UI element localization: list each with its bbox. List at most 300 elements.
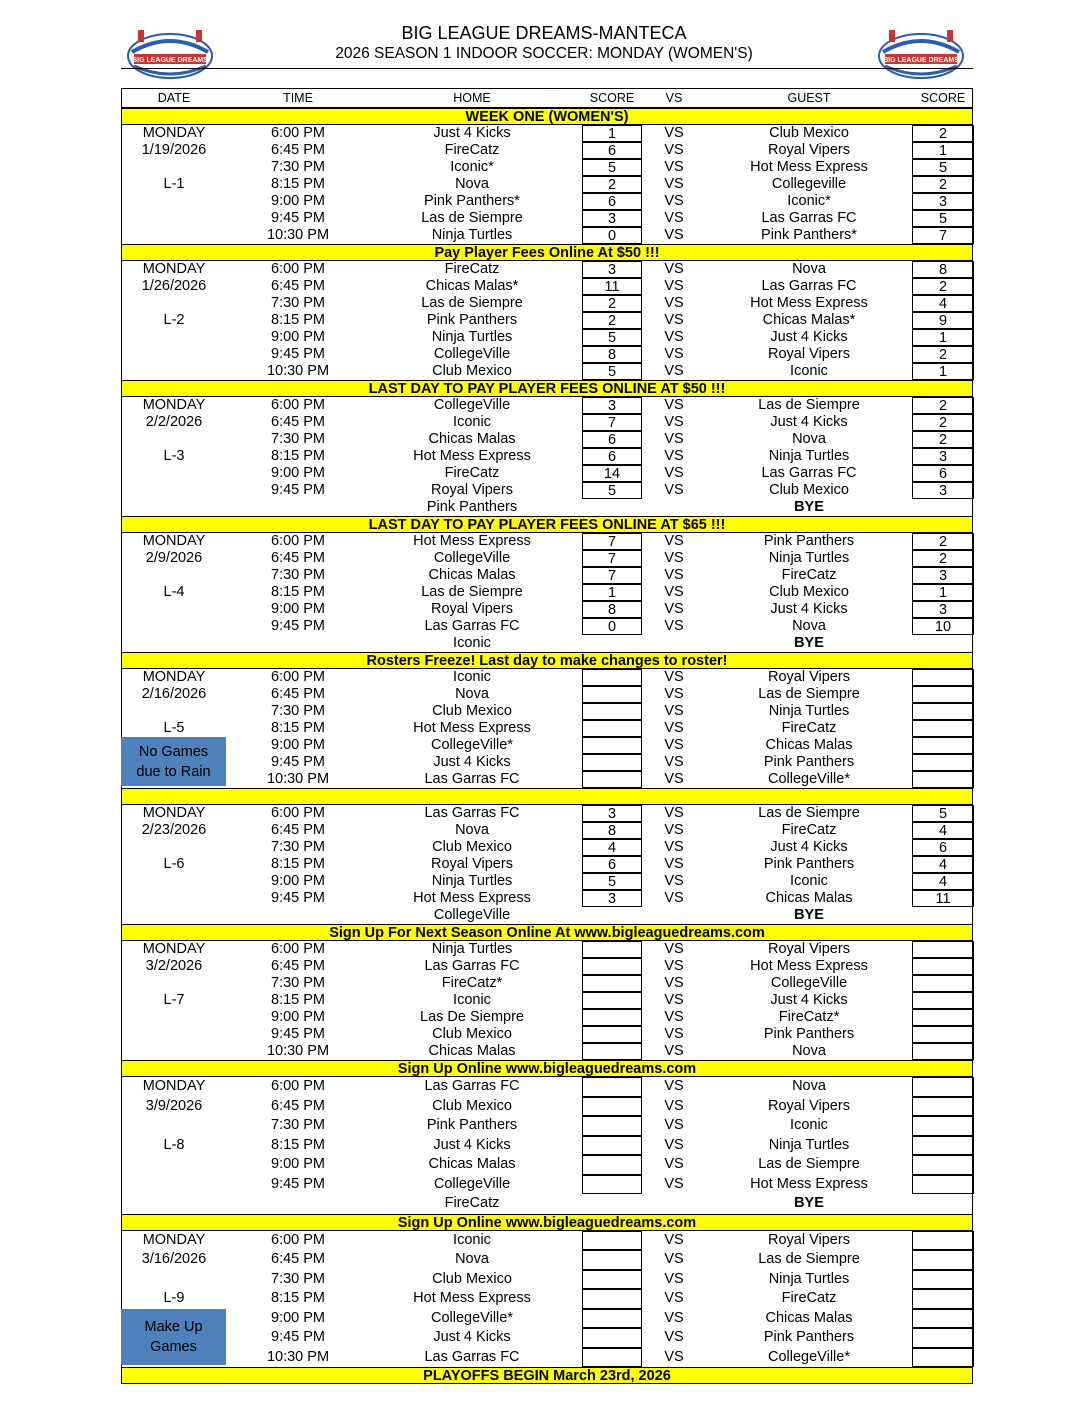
vs-label: VS (664, 1026, 684, 1042)
week-banner: WEEK ONE (WOMEN'S) (121, 108, 973, 125)
game-time: 8:15 PM (271, 992, 325, 1008)
guest-team: CollegeVille* (768, 771, 850, 787)
game-time: 8:15 PM (271, 1290, 325, 1306)
svg-text:BIG LEAGUE DREAMS: BIG LEAGUE DREAMS (883, 57, 959, 64)
home-team: Nova (455, 176, 489, 192)
game-row (121, 142, 973, 159)
home-score (582, 1289, 642, 1309)
home-score: 5 (582, 329, 642, 346)
vs-label: VS (664, 1270, 684, 1287)
status-note-line: Games (150, 1338, 197, 1355)
game-time: 8:15 PM (271, 1136, 325, 1153)
vs-label: VS (664, 1251, 684, 1267)
game-time: 9:45 PM (271, 754, 325, 770)
home-score: 3 (582, 210, 642, 227)
home-team: Hot Mess Express (413, 890, 531, 906)
guest-score: 2 (912, 397, 974, 414)
game-time: 7:30 PM (271, 159, 325, 175)
home-team: Iconic* (450, 159, 494, 175)
game-row (121, 737, 973, 754)
game-row (121, 1116, 973, 1136)
game-row (121, 1077, 973, 1097)
page-title: BIG LEAGUE DREAMS-MANTECA (401, 23, 687, 43)
vs-label: VS (664, 601, 684, 617)
game-time: 9:45 PM (271, 890, 325, 906)
guest-team: Ninja Turtles (768, 1270, 850, 1287)
game-row (121, 805, 973, 822)
guest-score: 6 (912, 465, 974, 482)
week-label: L-6 (163, 856, 185, 872)
home-team: Pink Panthers (426, 312, 518, 328)
guest-team: Pink Panthers (763, 533, 855, 549)
guest-team: CollegeVille* (768, 1348, 850, 1365)
guest-team: Royal Vipers (768, 941, 850, 957)
vs-label: VS (664, 363, 684, 379)
vs-label: VS (664, 414, 684, 430)
home-team: CollegeVille (433, 346, 511, 362)
home-team: Just 4 Kicks (433, 125, 511, 141)
guest-team: Ninja Turtles (768, 448, 850, 464)
game-time: 9:00 PM (271, 601, 325, 617)
vs-label: VS (664, 312, 684, 328)
game-row (121, 1009, 973, 1026)
guest-team: Nova (792, 1078, 826, 1094)
home-team: Royal Vipers (431, 856, 513, 872)
home-team: Ninja Turtles (431, 329, 513, 345)
home-score: 7 (582, 567, 642, 584)
game-time: 9:00 PM (271, 737, 325, 753)
home-team: Las Garras FC (424, 618, 520, 634)
day-label: MONDAY (142, 941, 206, 957)
week-banner: LAST DAY TO PAY PLAYER FEES ONLINE AT $50 !!! (121, 380, 973, 397)
game-time: 6:45 PM (271, 1097, 325, 1114)
vs-label: VS (664, 142, 684, 158)
home-team: Hot Mess Express (413, 1290, 531, 1306)
guest-team: Nova (792, 261, 826, 277)
game-time: 7:30 PM (271, 295, 325, 311)
col-vs: VS (665, 91, 683, 105)
vs-label: VS (664, 1309, 684, 1326)
vs-label: VS (664, 210, 684, 226)
guest-team: Las de Siempre (758, 686, 860, 702)
guest-team: Just 4 Kicks (770, 601, 848, 617)
game-time: 8:15 PM (271, 448, 325, 464)
game-row (121, 975, 973, 992)
vs-label: VS (664, 703, 684, 719)
guest-team: Hot Mess Express (750, 159, 868, 175)
home-score (582, 992, 642, 1009)
home-team: FireCatz* (441, 975, 503, 991)
game-row (121, 890, 973, 907)
week-banner (121, 788, 973, 805)
home-score (582, 1231, 642, 1251)
guest-team: Las de Siempre (758, 1156, 860, 1172)
bye-row (121, 499, 973, 516)
page-subtitle: 2026 SEASON 1 INDOOR SOCCER: MONDAY (WOMEN'S) (335, 45, 753, 62)
home-team: Las De Siempre (420, 1009, 524, 1025)
home-team: Club Mexico (432, 363, 512, 379)
vs-label: VS (664, 1175, 684, 1192)
status-note (121, 1309, 226, 1366)
vs-label: VS (664, 1329, 684, 1345)
game-date: 1/19/2026 (141, 142, 207, 158)
home-team: FireCatz (444, 142, 500, 158)
home-team: Iconic (453, 414, 491, 430)
home-team: Las de Siempre (421, 210, 523, 226)
home-team: Ninja Turtles (431, 873, 513, 889)
guest-team: FireCatz* (778, 1009, 840, 1025)
home-team: Just 4 Kicks (433, 1136, 511, 1153)
game-row (121, 839, 973, 856)
week-label: L-2 (163, 312, 185, 328)
guest-team: Iconic (790, 873, 828, 889)
home-score: 6 (582, 856, 642, 873)
home-team: Chicas Malas* (425, 278, 519, 294)
playoffs-banner: PLAYOFFS BEGIN March 23rd, 2026 (121, 1367, 973, 1384)
guest-score (912, 941, 974, 958)
game-date: 3/16/2026 (141, 1251, 207, 1267)
vs-label: VS (664, 1136, 684, 1153)
bye-row (121, 635, 973, 652)
week-label: L-8 (163, 1136, 185, 1153)
home-score: 6 (582, 431, 642, 448)
home-score: 7 (582, 414, 642, 431)
guest-score: 4 (912, 822, 974, 839)
vs-label: VS (664, 1043, 684, 1059)
guest-team: Ninja Turtles (768, 1136, 850, 1153)
bye-team: Pink Panthers (426, 499, 518, 515)
week-banner: LAST DAY TO PAY PLAYER FEES ONLINE AT $65 !!! (121, 516, 973, 533)
day-label: MONDAY (142, 125, 206, 141)
game-time: 8:15 PM (271, 176, 325, 192)
home-team: Las de Siempre (421, 295, 523, 311)
guest-team: Las de Siempre (758, 1251, 860, 1267)
game-row (121, 346, 973, 363)
guest-score (912, 754, 974, 771)
week-block (121, 108, 973, 244)
game-date: 2/2/2026 (145, 414, 203, 430)
vs-label: VS (664, 278, 684, 294)
game-row (121, 601, 973, 618)
guest-score (912, 992, 974, 1009)
home-team: Las Garras FC (424, 805, 520, 821)
home-team: Club Mexico (432, 1026, 512, 1042)
home-team: Club Mexico (432, 1097, 512, 1114)
game-row (121, 618, 973, 635)
col-time: TIME (283, 91, 313, 105)
guest-score (912, 1250, 974, 1270)
game-row (121, 125, 973, 142)
home-team: Hot Mess Express (413, 720, 531, 736)
vs-label: VS (664, 567, 684, 583)
guest-team: Las de Siempre (758, 805, 860, 821)
vs-label: VS (664, 992, 684, 1008)
home-score (582, 958, 642, 975)
game-row (121, 1043, 973, 1060)
game-time: 6:45 PM (271, 278, 325, 294)
week-block (121, 924, 973, 1060)
game-row (121, 397, 973, 414)
vs-label: VS (664, 618, 684, 634)
day-label: MONDAY (142, 261, 206, 277)
vs-label: VS (664, 771, 684, 787)
game-time: 9:45 PM (271, 1329, 325, 1345)
home-team: Just 4 Kicks (433, 1329, 511, 1345)
home-score: 2 (582, 312, 642, 329)
home-team: Iconic (453, 992, 491, 1008)
week-block (121, 788, 973, 924)
game-time: 6:45 PM (271, 1251, 325, 1267)
guest-score: 3 (912, 601, 974, 618)
game-time: 8:15 PM (271, 856, 325, 872)
home-score (582, 975, 642, 992)
week-banner: Sign Up Online www.bigleaguedreams.com (121, 1060, 973, 1077)
week-banner: Rosters Freeze! Last day to make changes to roster! (121, 652, 973, 669)
guest-team: Just 4 Kicks (770, 414, 848, 430)
game-date: 3/9/2026 (145, 1097, 203, 1114)
vs-label: VS (664, 176, 684, 192)
game-row (121, 210, 973, 227)
game-date: 3/2/2026 (145, 958, 203, 974)
guest-score: 4 (912, 856, 974, 873)
game-row (121, 1348, 973, 1368)
home-score: 6 (582, 448, 642, 465)
home-score (582, 1043, 642, 1060)
game-time: 8:15 PM (271, 584, 325, 600)
vs-label: VS (664, 1348, 684, 1365)
status-note (121, 737, 226, 786)
home-team: Hot Mess Express (413, 533, 531, 549)
guest-team: CollegeVille (770, 975, 848, 991)
guest-team: Royal Vipers (768, 1097, 850, 1114)
vs-label: VS (664, 754, 684, 770)
guest-score (912, 1116, 974, 1136)
guest-team: Royal Vipers (768, 142, 850, 158)
week-banner: Sign Up For Next Season Online At www.bigleaguedreams.com (121, 924, 973, 941)
game-time: 10:30 PM (266, 1348, 330, 1365)
guest-score (912, 1309, 974, 1329)
home-team: Chicas Malas (428, 1156, 516, 1172)
guest-team: Chicas Malas (765, 890, 853, 906)
game-time: 6:00 PM (271, 941, 325, 957)
game-row (121, 1026, 973, 1043)
vs-label: VS (664, 431, 684, 447)
guest-score (912, 1328, 974, 1348)
game-row (121, 771, 973, 788)
week-block (121, 1214, 973, 1368)
game-date: 2/9/2026 (145, 550, 203, 566)
home-team: Chicas Malas (428, 431, 516, 447)
weeks-container (121, 108, 973, 1367)
vs-label: VS (664, 856, 684, 872)
week-label: L-4 (163, 584, 185, 600)
guest-score: 2 (912, 431, 974, 448)
home-score: 3 (582, 805, 642, 822)
game-time: 9:00 PM (271, 1309, 325, 1326)
guest-score: 10 (912, 618, 974, 635)
home-score: 6 (582, 193, 642, 210)
bye-team: CollegeVille (433, 907, 511, 923)
vs-label: VS (664, 1078, 684, 1094)
home-team: Pink Panthers* (424, 193, 520, 209)
home-team: CollegeVille (433, 1175, 511, 1192)
guest-team: Las Garras FC (761, 210, 857, 226)
game-row (121, 958, 973, 975)
home-score (582, 1348, 642, 1368)
home-score (582, 1136, 642, 1156)
home-score: 0 (582, 227, 642, 244)
game-row (121, 873, 973, 890)
game-time: 6:00 PM (271, 805, 325, 821)
vs-label: VS (664, 669, 684, 685)
home-team: Club Mexico (432, 1270, 512, 1287)
home-score: 4 (582, 839, 642, 856)
game-time: 6:45 PM (271, 550, 325, 566)
guest-score: 2 (912, 533, 974, 550)
home-score: 2 (582, 295, 642, 312)
guest-score (912, 975, 974, 992)
game-row (121, 1289, 973, 1309)
week-block (121, 516, 973, 652)
game-row (121, 703, 973, 720)
guest-team: FireCatz (781, 1290, 837, 1306)
home-team: Nova (455, 822, 489, 838)
guest-team: Iconic* (787, 193, 831, 209)
game-row (121, 1136, 973, 1156)
home-score (582, 1270, 642, 1290)
home-team: CollegeVille* (431, 1309, 513, 1326)
home-score: 14 (582, 465, 642, 482)
game-time: 6:45 PM (271, 686, 325, 702)
day-label: MONDAY (142, 805, 206, 821)
home-score (582, 754, 642, 771)
guest-score: 4 (912, 295, 974, 312)
home-score (582, 703, 642, 720)
guest-score (912, 1155, 974, 1175)
guest-team: Pink Panthers (763, 1026, 855, 1042)
guest-team: Royal Vipers (768, 1231, 850, 1248)
guest-score: 1 (912, 329, 974, 346)
game-time: 9:45 PM (271, 346, 325, 362)
home-team: Las Garras FC (424, 1078, 520, 1094)
guest-team: Nova (792, 1043, 826, 1059)
guest-score (912, 703, 974, 720)
home-score: 6 (582, 142, 642, 159)
vs-label: VS (664, 1009, 684, 1025)
game-time: 7:30 PM (271, 703, 325, 719)
home-score: 3 (582, 261, 642, 278)
guest-score (912, 771, 974, 788)
vs-label: VS (664, 805, 684, 821)
game-time: 6:00 PM (271, 125, 325, 141)
game-row (121, 533, 973, 550)
guest-team: Chicas Malas (765, 1309, 853, 1326)
game-row (121, 1270, 973, 1290)
game-time: 6:00 PM (271, 669, 325, 685)
home-team: Iconic (453, 1231, 491, 1248)
guest-score: 3 (912, 482, 974, 499)
game-time: 9:45 PM (271, 1026, 325, 1042)
home-score: 11 (582, 278, 642, 295)
vs-label: VS (664, 941, 684, 957)
game-time: 9:45 PM (271, 618, 325, 634)
home-score (582, 686, 642, 703)
bye-team: Iconic (453, 635, 491, 651)
guest-score (912, 1289, 974, 1309)
home-team: Las Garras FC (424, 771, 520, 787)
game-time: 7:30 PM (271, 567, 325, 583)
guest-team: Collegeville (771, 176, 847, 192)
game-row (121, 1328, 973, 1348)
vs-label: VS (664, 839, 684, 855)
home-score: 5 (582, 363, 642, 380)
week-block (121, 652, 973, 788)
game-row (121, 686, 973, 703)
game-time: 9:45 PM (271, 210, 325, 226)
home-score (582, 1309, 642, 1329)
vs-label: VS (664, 975, 684, 991)
game-date: 2/23/2026 (141, 822, 207, 838)
game-row (121, 278, 973, 295)
game-time: 10:30 PM (266, 363, 330, 379)
home-team: Chicas Malas (428, 1043, 516, 1059)
guest-team: Club Mexico (769, 125, 849, 141)
game-row (121, 1309, 973, 1329)
guest-team: FireCatz (781, 567, 837, 583)
vs-label: VS (664, 125, 684, 141)
game-row (121, 227, 973, 244)
guest-team: Chicas Malas* (762, 312, 856, 328)
week-label: L-3 (163, 448, 185, 464)
home-team: Pink Panthers (426, 1117, 518, 1133)
vs-label: VS (664, 686, 684, 702)
status-note-line: Make Up (144, 1318, 203, 1335)
game-time: 6:45 PM (271, 414, 325, 430)
guest-score: 5 (912, 210, 974, 227)
week-block (121, 380, 973, 516)
home-team: Club Mexico (432, 839, 512, 855)
game-row (121, 363, 973, 380)
guest-score: 4 (912, 873, 974, 890)
guest-score: 1 (912, 363, 974, 380)
game-row (121, 1175, 973, 1195)
home-team: Royal Vipers (431, 482, 513, 498)
game-row (121, 159, 973, 176)
game-time: 7:30 PM (271, 1270, 325, 1287)
home-score: 5 (582, 873, 642, 890)
home-team: Chicas Malas (428, 567, 516, 583)
game-time: 6:45 PM (271, 142, 325, 158)
home-score (582, 1175, 642, 1195)
week-block (121, 244, 973, 380)
vs-label: VS (664, 737, 684, 753)
game-time: 9:45 PM (271, 1175, 325, 1192)
game-time: 8:15 PM (271, 312, 325, 328)
game-row (121, 465, 973, 482)
col-guest: GUEST (787, 91, 831, 105)
col-score-guest: SCORE (920, 91, 966, 105)
col-home: HOME (453, 91, 491, 105)
guest-team: Iconic (790, 1117, 828, 1133)
day-label: MONDAY (142, 669, 206, 685)
vs-label: VS (664, 958, 684, 974)
guest-score (912, 1270, 974, 1290)
home-team: Las Garras FC (424, 1348, 520, 1365)
game-row (121, 669, 973, 686)
game-row (121, 1231, 973, 1251)
vs-label: VS (664, 159, 684, 175)
game-time: 9:00 PM (271, 465, 325, 481)
